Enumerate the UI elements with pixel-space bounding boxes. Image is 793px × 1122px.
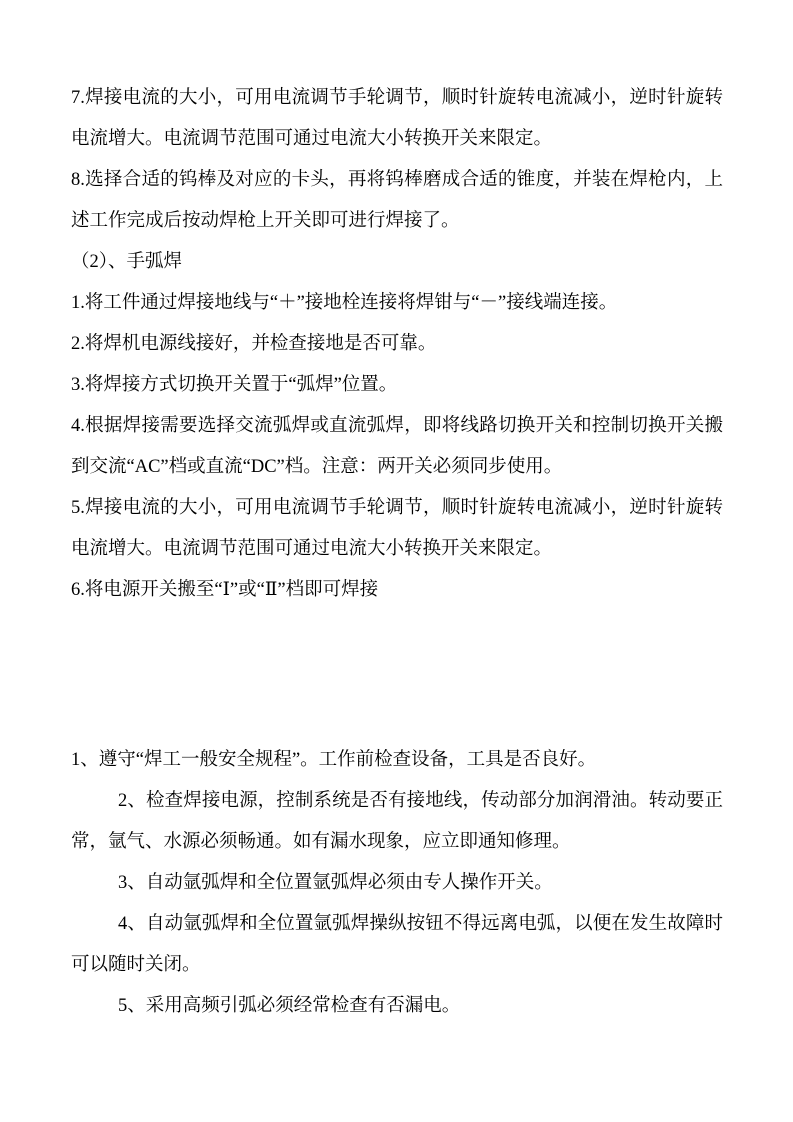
document-line: 4、自动氩弧焊和全位置氩弧焊操纵按钮不得远离电弧，以便在发生故障时 xyxy=(118,914,723,934)
document-line: 2、检查焊接电源，控制系统是否有接地线，传动部分加润滑油。转动要正 xyxy=(118,791,723,811)
document-line: 7.焊接电流的大小，可用电流调节手轮调节，顺时针旋转电流减小，逆时针旋转 xyxy=(71,88,723,108)
document-line: 5.焊接电流的大小，可用电流调节手轮调节，顺时针旋转电流减小，逆时针旋转 xyxy=(71,498,723,518)
document-line: 6.将电源开关搬至“Ⅰ”或“Ⅱ”档即可焊接 xyxy=(71,580,379,600)
document-line: 4.根据焊接需要选择交流弧焊或直流弧焊，即将线路切换开关和控制切换开关搬 xyxy=(71,416,723,436)
section-gap xyxy=(71,611,723,740)
document-line: 3.将焊接方式切换开关置于“弧焊”位置。 xyxy=(71,375,398,395)
document-line: 到交流“AC”档或直流“DC”档。注意：两开关必须同步使用。 xyxy=(71,457,563,477)
document-line: 可以随时关闭。 xyxy=(71,955,201,975)
document-line: 1、遵守“焊工一般安全规程”。工作前检查设备，工具是否良好。 xyxy=(71,750,597,770)
document-line: 2.将焊机电源线接好，并检查接地是否可靠。 xyxy=(71,334,437,354)
document-line: 1.将工件通过焊接地线与“＋”接地栓连接将焊钳与“－”接线端连接。 xyxy=(71,293,618,313)
document-line: 电流增大。电流调节范围可通过电流大小转换开关来限定。 xyxy=(71,129,553,149)
document-line: 常，氩气、水源必须畅通。如有漏水现象，应立即通知修理。 xyxy=(71,832,571,852)
document-line: 8.选择合适的钨棒及对应的卡头，再将钨棒磨成合适的锥度，并装在焊枪内，上 xyxy=(71,170,723,190)
document-line: 5、采用高频引弧必须经常检查有否漏电。 xyxy=(118,996,461,1016)
section-safety-rules xyxy=(71,740,723,1027)
section-heading: （2）、手弧焊 xyxy=(71,252,183,272)
document-line: 电流增大。电流调节范围可通过电流大小转换开关来限定。 xyxy=(71,539,553,559)
section-tig-welding-steps xyxy=(71,78,723,242)
document-line: 述工作完成后按动焊枪上开关即可进行焊接了。 xyxy=(71,211,460,231)
document-line: 3、自动氩弧焊和全位置氩弧焊必须由专人操作开关。 xyxy=(118,873,553,893)
section-manual-arc-welding xyxy=(71,242,723,611)
